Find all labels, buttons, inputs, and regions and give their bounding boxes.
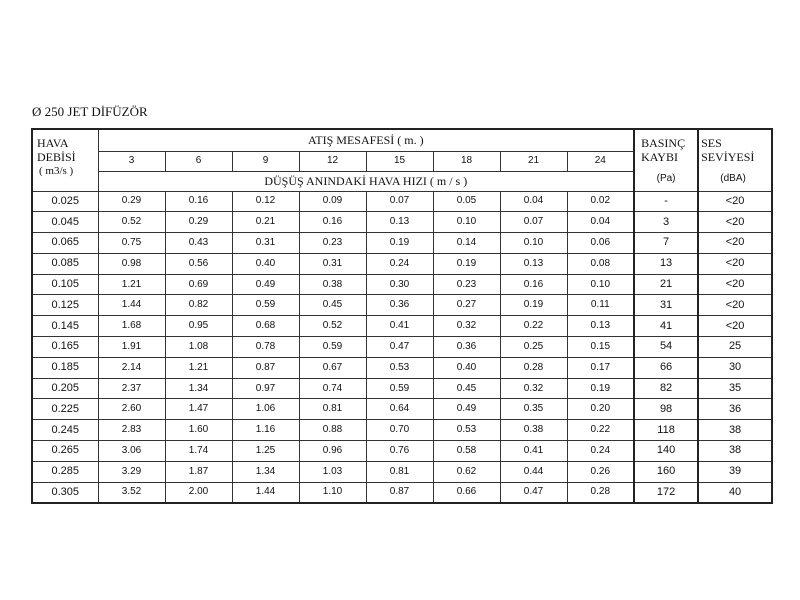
- air-flow-cell: 0.245: [32, 420, 98, 441]
- velocity-cell: 1.21: [98, 274, 165, 295]
- distance-header: 9: [232, 151, 299, 171]
- velocity-cell: 0.87: [232, 357, 299, 378]
- velocity-cell: 0.19: [366, 233, 433, 254]
- velocity-cell: 0.36: [433, 337, 500, 358]
- velocity-cell: 0.53: [366, 357, 433, 378]
- velocity-cell: 0.23: [433, 274, 500, 295]
- velocity-cell: 0.23: [299, 233, 366, 254]
- header-air-flow-unit: ( m3/s ): [39, 165, 74, 177]
- header-pressure-line2: KAYBI: [641, 150, 678, 164]
- velocity-cell: 1.06: [232, 399, 299, 420]
- air-flow-cell: 0.065: [32, 233, 98, 254]
- velocity-cell: 0.40: [433, 357, 500, 378]
- velocity-cell: 0.97: [232, 378, 299, 399]
- table-row: [32, 191, 772, 212]
- air-flow-cell: 0.305: [32, 482, 98, 503]
- velocity-cell: 0.47: [366, 337, 433, 358]
- velocity-cell: 0.28: [500, 357, 567, 378]
- velocity-cell: 0.49: [232, 274, 299, 295]
- velocity-cell: 0.78: [232, 337, 299, 358]
- velocity-cell: 0.13: [500, 253, 567, 274]
- velocity-cell: 0.82: [165, 295, 232, 316]
- table-row: [32, 441, 772, 462]
- velocity-cell: 0.56: [165, 253, 232, 274]
- pressure-drop-cell: 66: [634, 357, 698, 378]
- velocity-cell: 0.10: [433, 212, 500, 233]
- velocity-cell: 0.29: [165, 212, 232, 233]
- velocity-cell: 2.14: [98, 357, 165, 378]
- velocity-cell: 0.22: [567, 420, 634, 441]
- velocity-cell: 0.75: [98, 233, 165, 254]
- table-row: [32, 420, 772, 441]
- velocity-cell: 2.37: [98, 378, 165, 399]
- velocity-cell: 0.40: [232, 253, 299, 274]
- table-row: [32, 378, 772, 399]
- header-terminal-velocity: DÜŞÜŞ ANINDAKİ HAVA HIZI ( m / s ): [98, 171, 634, 191]
- velocity-cell: 0.25: [500, 337, 567, 358]
- header-sound-line2: SEVİYESİ: [701, 150, 755, 164]
- velocity-cell: 0.53: [433, 420, 500, 441]
- velocity-cell: 0.10: [567, 274, 634, 295]
- distance-header: 24: [567, 151, 634, 171]
- velocity-cell: 0.59: [366, 378, 433, 399]
- velocity-cell: 3.29: [98, 461, 165, 482]
- velocity-cell: 0.32: [500, 378, 567, 399]
- air-flow-cell: 0.045: [32, 212, 98, 233]
- velocity-cell: 0.52: [299, 316, 366, 337]
- pressure-drop-cell: 21: [634, 274, 698, 295]
- velocity-cell: 0.22: [500, 316, 567, 337]
- velocity-cell: 0.87: [366, 482, 433, 503]
- velocity-cell: 0.70: [366, 420, 433, 441]
- velocity-cell: 0.31: [232, 233, 299, 254]
- velocity-cell: 3.06: [98, 441, 165, 462]
- header-pressure-line1: BASINÇ: [641, 136, 686, 150]
- table-row: [32, 461, 772, 482]
- velocity-cell: 0.69: [165, 274, 232, 295]
- sound-level-cell: 30: [698, 357, 772, 378]
- velocity-cell: 0.14: [433, 233, 500, 254]
- velocity-cell: 1.21: [165, 357, 232, 378]
- pressure-drop-cell: 3: [634, 212, 698, 233]
- velocity-cell: 0.21: [232, 212, 299, 233]
- velocity-cell: 0.38: [500, 420, 567, 441]
- sound-level-cell: 39: [698, 461, 772, 482]
- header-air-flow: [32, 129, 98, 191]
- air-flow-cell: 0.205: [32, 378, 98, 399]
- velocity-cell: 0.44: [500, 461, 567, 482]
- velocity-cell: 0.15: [567, 337, 634, 358]
- table-row: [32, 357, 772, 378]
- pressure-drop-cell: 54: [634, 337, 698, 358]
- velocity-cell: 0.20: [567, 399, 634, 420]
- velocity-cell: 0.07: [366, 191, 433, 212]
- velocity-cell: 0.45: [433, 378, 500, 399]
- velocity-cell: 0.58: [433, 441, 500, 462]
- velocity-cell: 1.03: [299, 461, 366, 482]
- air-flow-cell: 0.165: [32, 337, 98, 358]
- header-throw-distance: ATIŞ MESAFESİ ( m. ): [98, 129, 634, 151]
- velocity-cell: 0.17: [567, 357, 634, 378]
- velocity-cell: 0.04: [567, 212, 634, 233]
- velocity-cell: 0.13: [366, 212, 433, 233]
- velocity-cell: 0.11: [567, 295, 634, 316]
- velocity-cell: 1.87: [165, 461, 232, 482]
- distance-header: 15: [366, 151, 433, 171]
- sound-level-cell: 36: [698, 399, 772, 420]
- velocity-cell: 1.91: [98, 337, 165, 358]
- velocity-cell: 0.08: [567, 253, 634, 274]
- velocity-cell: 0.95: [165, 316, 232, 337]
- velocity-cell: 0.28: [567, 482, 634, 503]
- velocity-cell: 0.19: [500, 295, 567, 316]
- sound-level-cell: <20: [698, 316, 772, 337]
- pressure-drop-cell: 160: [634, 461, 698, 482]
- velocity-cell: 0.52: [98, 212, 165, 233]
- table-row: [32, 253, 772, 274]
- sound-level-cell: 38: [698, 420, 772, 441]
- velocity-cell: 0.81: [299, 399, 366, 420]
- velocity-cell: 1.34: [165, 378, 232, 399]
- sound-level-cell: 40: [698, 482, 772, 503]
- velocity-cell: 0.47: [500, 482, 567, 503]
- velocity-cell: 0.19: [433, 253, 500, 274]
- velocity-cell: 0.26: [567, 461, 634, 482]
- velocity-cell: 0.32: [433, 316, 500, 337]
- velocity-cell: 0.09: [299, 191, 366, 212]
- pressure-drop-cell: -: [634, 191, 698, 212]
- air-flow-cell: 0.285: [32, 461, 98, 482]
- air-flow-cell: 0.085: [32, 253, 98, 274]
- table-row: [32, 482, 772, 503]
- velocity-cell: 0.49: [433, 399, 500, 420]
- distance-header: 18: [433, 151, 500, 171]
- header-air-flow-line1: HAVA: [37, 136, 69, 150]
- velocity-cell: 1.47: [165, 399, 232, 420]
- pressure-drop-cell: 140: [634, 441, 698, 462]
- velocity-cell: 1.34: [232, 461, 299, 482]
- velocity-cell: 0.04: [500, 191, 567, 212]
- velocity-cell: 2.83: [98, 420, 165, 441]
- sound-level-cell: <20: [698, 212, 772, 233]
- header-row-throw: [32, 129, 772, 151]
- velocity-cell: 1.10: [299, 482, 366, 503]
- velocity-cell: 1.60: [165, 420, 232, 441]
- velocity-cell: 0.24: [567, 441, 634, 462]
- velocity-cell: 1.44: [98, 295, 165, 316]
- velocity-cell: 0.66: [433, 482, 500, 503]
- sound-level-cell: <20: [698, 274, 772, 295]
- velocity-cell: 0.45: [299, 295, 366, 316]
- header-pressure-unit: (Pa): [656, 173, 676, 184]
- sound-level-cell: <20: [698, 191, 772, 212]
- velocity-cell: 1.74: [165, 441, 232, 462]
- velocity-cell: 2.00: [165, 482, 232, 503]
- velocity-cell: 0.16: [165, 191, 232, 212]
- pressure-drop-cell: 7: [634, 233, 698, 254]
- header-air-flow-line2: DEBİSİ: [37, 150, 76, 164]
- velocity-cell: 0.62: [433, 461, 500, 482]
- air-flow-cell: 0.145: [32, 316, 98, 337]
- header-sound-level: [698, 129, 772, 191]
- velocity-cell: 0.59: [232, 295, 299, 316]
- pressure-drop-cell: 31: [634, 295, 698, 316]
- velocity-cell: 0.88: [299, 420, 366, 441]
- velocity-cell: 2.60: [98, 399, 165, 420]
- velocity-cell: 0.16: [500, 274, 567, 295]
- header-sound-line1: SES: [701, 136, 722, 150]
- velocity-cell: 0.68: [232, 316, 299, 337]
- air-flow-cell: 0.185: [32, 357, 98, 378]
- pressure-drop-cell: 118: [634, 420, 698, 441]
- distance-header: 12: [299, 151, 366, 171]
- velocity-cell: 0.36: [366, 295, 433, 316]
- velocity-cell: 0.43: [165, 233, 232, 254]
- velocity-cell: 0.59: [299, 337, 366, 358]
- velocity-cell: 1.16: [232, 420, 299, 441]
- sound-level-cell: 35: [698, 378, 772, 399]
- velocity-cell: 0.41: [500, 441, 567, 462]
- velocity-cell: 0.05: [433, 191, 500, 212]
- velocity-cell: 1.68: [98, 316, 165, 337]
- header-sound-unit: (dBA): [720, 173, 746, 184]
- sound-level-cell: 38: [698, 441, 772, 462]
- header-pressure-drop: [634, 129, 698, 191]
- velocity-cell: 0.35: [500, 399, 567, 420]
- velocity-cell: 0.07: [500, 212, 567, 233]
- velocity-cell: 0.29: [98, 191, 165, 212]
- sound-level-cell: 25: [698, 337, 772, 358]
- velocity-cell: 1.08: [165, 337, 232, 358]
- distance-header: 6: [165, 151, 232, 171]
- pressure-drop-cell: 82: [634, 378, 698, 399]
- air-flow-cell: 0.025: [32, 191, 98, 212]
- velocity-cell: 0.10: [500, 233, 567, 254]
- table-row: [32, 399, 772, 420]
- pressure-drop-cell: 172: [634, 482, 698, 503]
- table-row: [32, 212, 772, 233]
- velocity-cell: 0.31: [299, 253, 366, 274]
- velocity-cell: 0.98: [98, 253, 165, 274]
- air-flow-cell: 0.105: [32, 274, 98, 295]
- velocity-cell: 1.44: [232, 482, 299, 503]
- velocity-cell: 0.12: [232, 191, 299, 212]
- air-flow-cell: 0.125: [32, 295, 98, 316]
- sound-level-cell: <20: [698, 233, 772, 254]
- velocity-cell: 0.24: [366, 253, 433, 274]
- air-flow-cell: 0.225: [32, 399, 98, 420]
- velocity-cell: 3.52: [98, 482, 165, 503]
- velocity-cell: 0.76: [366, 441, 433, 462]
- performance-table: [31, 128, 773, 504]
- table-row: [32, 295, 772, 316]
- table-row: [32, 233, 772, 254]
- velocity-cell: 0.96: [299, 441, 366, 462]
- pressure-drop-cell: 13: [634, 253, 698, 274]
- velocity-cell: 0.64: [366, 399, 433, 420]
- pressure-drop-cell: 41: [634, 316, 698, 337]
- velocity-cell: 0.06: [567, 233, 634, 254]
- velocity-cell: 0.13: [567, 316, 634, 337]
- velocity-cell: 0.27: [433, 295, 500, 316]
- table-title: Ø 250 JET DİFÜZÖR: [32, 104, 148, 119]
- table-row: [32, 337, 772, 358]
- velocity-cell: 0.38: [299, 274, 366, 295]
- velocity-cell: 0.16: [299, 212, 366, 233]
- pressure-drop-cell: 98: [634, 399, 698, 420]
- velocity-cell: 0.02: [567, 191, 634, 212]
- velocity-cell: 0.41: [366, 316, 433, 337]
- sound-level-cell: <20: [698, 253, 772, 274]
- velocity-cell: 0.74: [299, 378, 366, 399]
- distance-header: 21: [500, 151, 567, 171]
- velocity-cell: 0.67: [299, 357, 366, 378]
- sound-level-cell: <20: [698, 295, 772, 316]
- table-row: [32, 316, 772, 337]
- velocity-cell: 0.19: [567, 378, 634, 399]
- table-row: [32, 274, 772, 295]
- velocity-cell: 1.25: [232, 441, 299, 462]
- distance-header: 3: [98, 151, 165, 171]
- velocity-cell: 0.81: [366, 461, 433, 482]
- air-flow-cell: 0.265: [32, 441, 98, 462]
- velocity-cell: 0.30: [366, 274, 433, 295]
